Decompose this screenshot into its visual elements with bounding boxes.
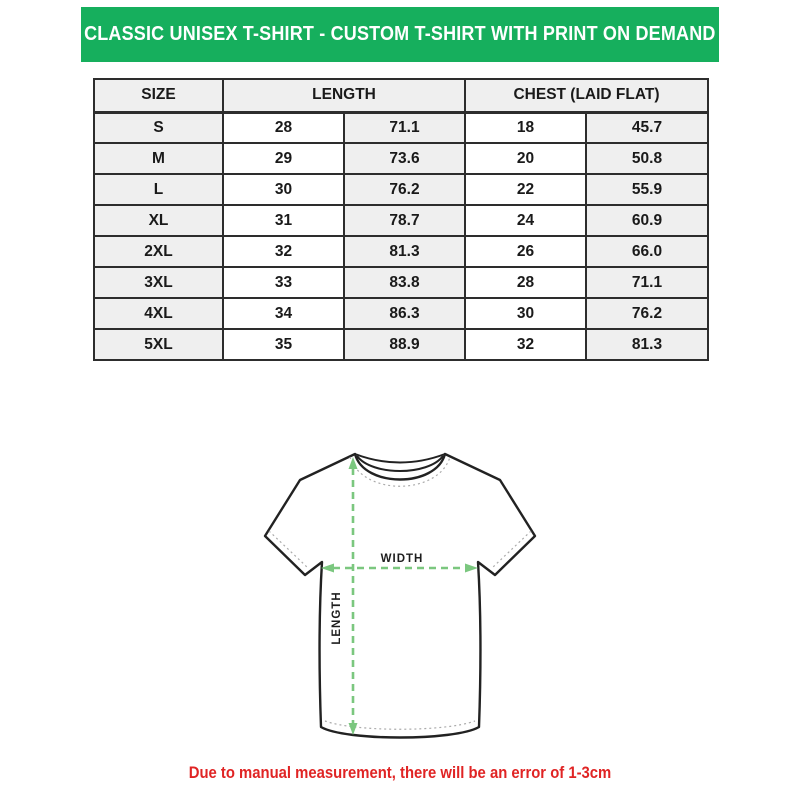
length-in-cell: 32 (223, 236, 344, 267)
length-in-cell: 31 (223, 205, 344, 236)
table-row (94, 329, 708, 360)
tshirt-diagram (250, 446, 550, 746)
table-header-row (94, 79, 708, 112)
length-in-cell: 28 (223, 112, 344, 143)
length-cm-cell: 88.9 (344, 329, 465, 360)
size-cell: L (94, 174, 223, 205)
chest-cm-cell: 81.3 (586, 329, 708, 360)
length-cm-cell: 81.3 (344, 236, 465, 267)
chest-in-cell: 28 (465, 267, 586, 298)
chest-in-cell: 32 (465, 329, 586, 360)
page-title: CLASSIC UNISEX T-SHIRT - CUSTOM T-SHIRT WITH PRINT ON DEMAND (84, 23, 716, 45)
header-chest: CHEST (LAID FLAT) (465, 79, 708, 112)
chest-in-cell: 24 (465, 205, 586, 236)
length-in-cell: 30 (223, 174, 344, 205)
chest-cm-cell: 45.7 (586, 112, 708, 143)
chest-in-cell: 20 (465, 143, 586, 174)
table-row (94, 267, 708, 298)
table-row (94, 112, 708, 143)
table-row (94, 236, 708, 267)
tshirt-outline (265, 454, 535, 738)
size-cell: 4XL (94, 298, 223, 329)
table-row (94, 205, 708, 236)
width-label: WIDTH (380, 553, 424, 565)
size-cell: M (94, 143, 223, 174)
size-cell: 2XL (94, 236, 223, 267)
chest-in-cell: 18 (465, 112, 586, 143)
length-in-cell: 29 (223, 143, 344, 174)
length-cm-cell: 76.2 (344, 174, 465, 205)
chest-cm-cell: 76.2 (586, 298, 708, 329)
length-in-cell: 35 (223, 329, 344, 360)
size-chart-table (93, 78, 709, 361)
tshirt-measurement-svg (250, 446, 550, 746)
chest-in-cell: 26 (465, 236, 586, 267)
length-cm-cell: 83.8 (344, 267, 465, 298)
length-label: LENGTH (331, 591, 343, 645)
chest-cm-cell: 60.9 (586, 205, 708, 236)
length-cm-cell: 73.6 (344, 143, 465, 174)
measurement-note: Due to manual measurement, there will be an error of 1-3cm (188, 764, 612, 782)
chest-cm-cell: 55.9 (586, 174, 708, 205)
chest-cm-cell: 71.1 (586, 267, 708, 298)
size-cell: S (94, 112, 223, 143)
chest-in-cell: 22 (465, 174, 586, 205)
length-cm-cell: 71.1 (344, 112, 465, 143)
collar-back-arc (355, 454, 445, 463)
length-cm-cell: 86.3 (344, 298, 465, 329)
table-row (94, 298, 708, 329)
chest-cm-cell: 50.8 (586, 143, 708, 174)
table-row (94, 143, 708, 174)
size-cell: 5XL (94, 329, 223, 360)
size-cell: 3XL (94, 267, 223, 298)
chest-cm-cell: 66.0 (586, 236, 708, 267)
length-in-cell: 33 (223, 267, 344, 298)
title-banner (81, 7, 719, 62)
header-length: LENGTH (223, 79, 465, 112)
length-cm-cell: 78.7 (344, 205, 465, 236)
table-row (94, 174, 708, 205)
header-size: SIZE (94, 79, 223, 112)
chest-in-cell: 30 (465, 298, 586, 329)
length-in-cell: 34 (223, 298, 344, 329)
size-cell: XL (94, 205, 223, 236)
